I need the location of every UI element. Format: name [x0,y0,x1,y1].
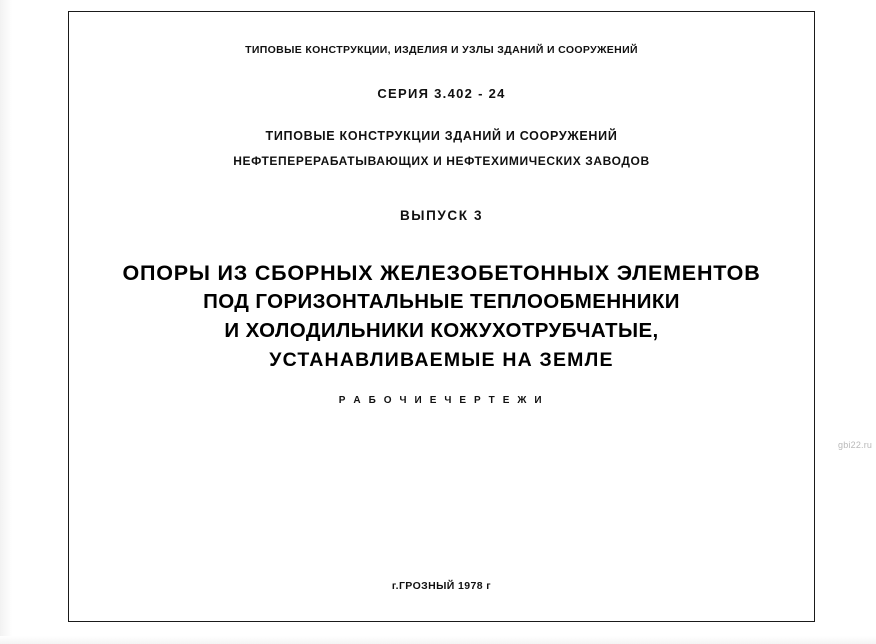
page-title-line-4: УСТАНАВЛИВАЕМЫЕ НА ЗЕМЛЕ [269,349,614,371]
top-caption: ТИПОВЫЕ КОНСТРУКЦИИ, ИЗДЕЛИЯ И УЗЛЫ ЗДАНИЙ И СООРУЖЕНИЙ [245,44,638,56]
subtitle-line-2: НЕФТЕПЕРЕРАБАТЫВАЮЩИХ И НЕФТЕХИМИЧЕСКИХ ЗАВОДОВ [233,154,650,168]
document-border-frame [68,11,815,622]
document-content [69,12,814,621]
scan-edge-shadow-bottom [0,636,876,644]
issue-number: ВЫПУСК 3 [399,208,484,223]
page-title-line-3: И ХОЛОДИЛЬНИКИ КОЖУХОТРУБЧАТЫЕ, [224,319,659,342]
series-number: СЕРИЯ 3.402 - 24 [377,86,506,101]
page-title-line-1: ОПОРЫ ИЗ СБОРНЫХ ЖЕЛЕЗОБЕТОННЫХ ЭЛЕМЕНТОВ [122,261,761,285]
page-title [69,260,814,376]
scan-edge-shadow-left [0,0,12,644]
site-watermark: gbi22.ru [838,440,873,450]
working-drawings-label: Р А Б О Ч И Е Ч Е Р Т Е Ж И [338,395,545,406]
imprint-city-year: г.ГРОЗНЫЙ 1978 г [391,580,492,592]
subtitle-line-1: ТИПОВЫЕ КОНСТРУКЦИИ ЗДАНИЙ И СООРУЖЕНИЙ [265,129,618,143]
page-title-line-2: ПОД ГОРИЗОНТАЛЬНЫЕ ТЕПЛООБМЕННИКИ [203,290,680,313]
